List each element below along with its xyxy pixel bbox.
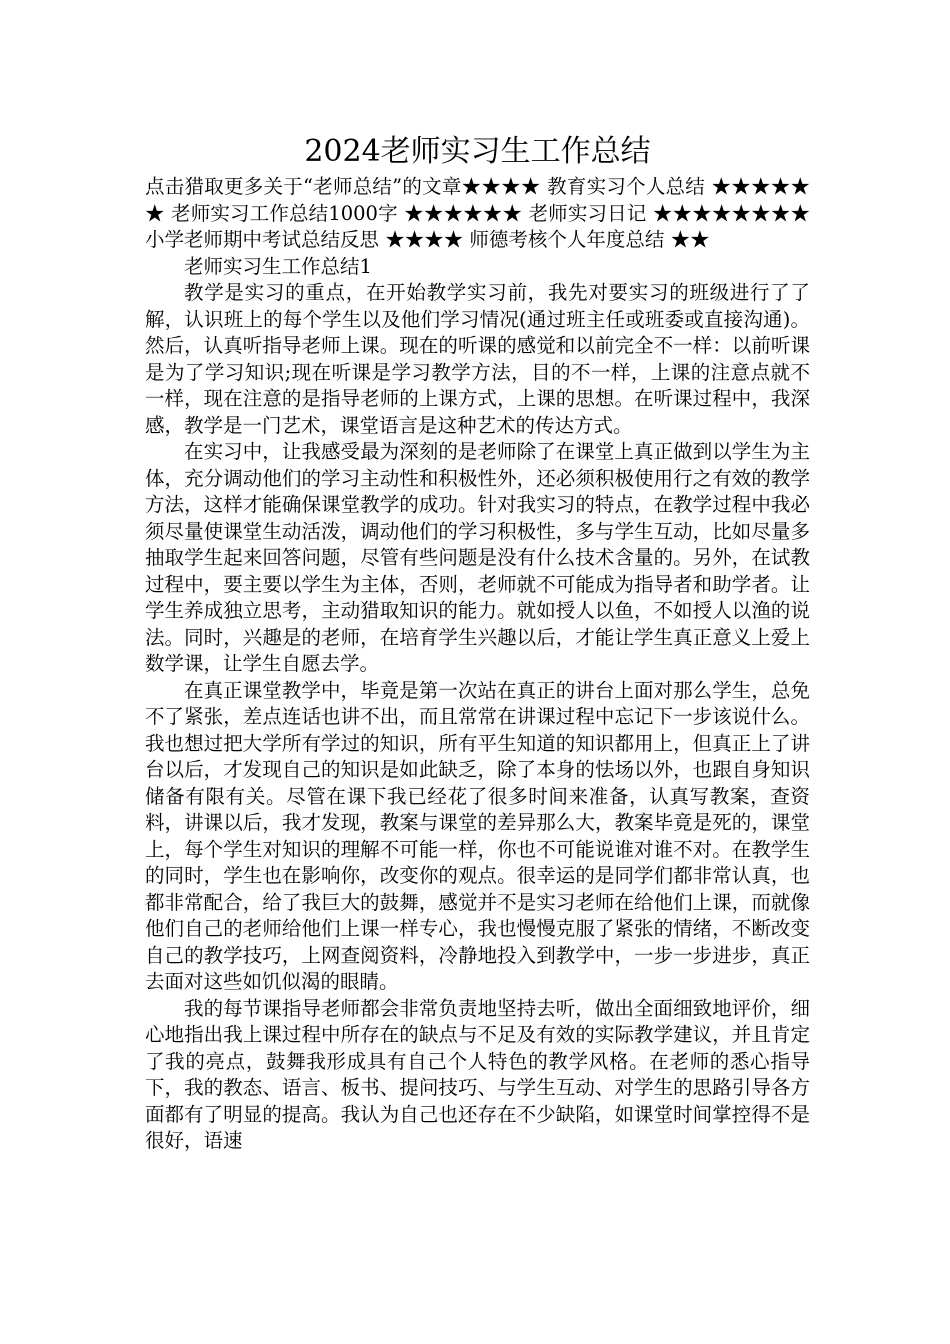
paragraph-2: 在实习中，让我感受最为深刻的是老师除了在课堂上真正做到以学生为主体，充分调动他们的学习主动性和积极性外，还必须积极使用行之有效的教学方法，这样才能确保课堂教学的成功。针对我实习的特点，在教学过程中我必须尽量使课堂生动活泼，调动他们的学习积极性，多与学生互动，比如尽量多抽取学生起来回答问题，尽管有些问题是没有什么技术含量的。另外，在试教过程中，要主要以学生为主体，否则，老师就不可能成为指导者和助学者。让学生养成独立思考，主动猎取知识的能力。就如授人以鱼，不如授人以渔的说法。同时，兴趣是的老师，在培育学生兴趣以后，才能让学生真正意义上爱上数学课，让学生自愿去学。 [145, 440, 810, 675]
paragraph-1: 教学是实习的重点，在开始教学实习前，我先对要实习的班级进行了了解，认识班上的每个学生以及他们学习情况(通过班主任或班委或直接沟通)。然后，认真听指导老师上课。现在的听课的感觉和以前完全不一样：以前听课是为了学习知识;现在听课是学习教学方法，目的不一样，上课的注意点就不一样，现在注意的是指导老师的上课方式，上课的思想。在听课过程中，我深感，教学是一门艺术，课堂语言是这种艺术的传达方式。 [145, 281, 810, 437]
paragraph-3: 在真正课堂教学中，毕竟是第一次站在真正的讲台上面对那么学生，总免不了紧张，差点连话也讲不出，而且常常在讲课过程中忘记下一步该说什么。我也想过把大学所有学过的知识，所有平生知道的知识都用上，但真正上了讲台以后，才发现自己的知识是如此缺乏，除了本身的怯场以外，也跟自身知识储备有限有关。尽管在课下我已经花了很多时间来准备，认真写教案，查资料，讲课以后，我才发现，教案与课堂的差异那么大，教案毕竟是死的，课堂上，每个学生对知识的理解不可能一样，你也不可能说谁对谁不对。在教学生的同时，学生也在影响你，改变你的观点。很幸运的是同学们都非常认真，也都非常配合，给了我巨大的鼓舞，感觉并不是实习老师在给他们上课，而就像他们自己的老师给他们上课一样专心，我也慢慢克服了紧张的情绪，不断改变自己的教学技巧，上网查阅资料，冷静地投入到教学中，一步一步进步，真正去面对这些如饥似渴的眼睛。 [145, 678, 810, 993]
paragraph-4: 我的每节课指导老师都会非常负责地坚持去听，做出全面细致地评价，细心地指出我上课过程中所存在的缺点与不足及有效的实际教学建议，并且肯定了我的亮点，鼓舞我形成具有自己个人特色的教学风格。在老师的悉心指导下，我的教态、语言、板书、提问技巧、与学生互动、对学生的思路引导各方面都有了明显的提高。我认为自己也还存在不少缺陷，如课堂时间掌控得不是很好，语速 [145, 996, 810, 1152]
section-heading: 老师实习生工作总结1 [184, 254, 372, 278]
document-title: 2024老师实习生工作总结 [304, 134, 651, 169]
document-page [145, 130, 810, 1155]
related-articles-line: 点击猎取更多关于“老师总结”的文章★★★★ 教育实习个人总结 ★★★★★★ 老师实习工作总结1000字 ★★★★★★ 老师实习日记 ★★★★★★★★ 小学老师期中考试总结反思 ★★★★ 师德考核个人年度总结 ★★ [145, 175, 810, 251]
